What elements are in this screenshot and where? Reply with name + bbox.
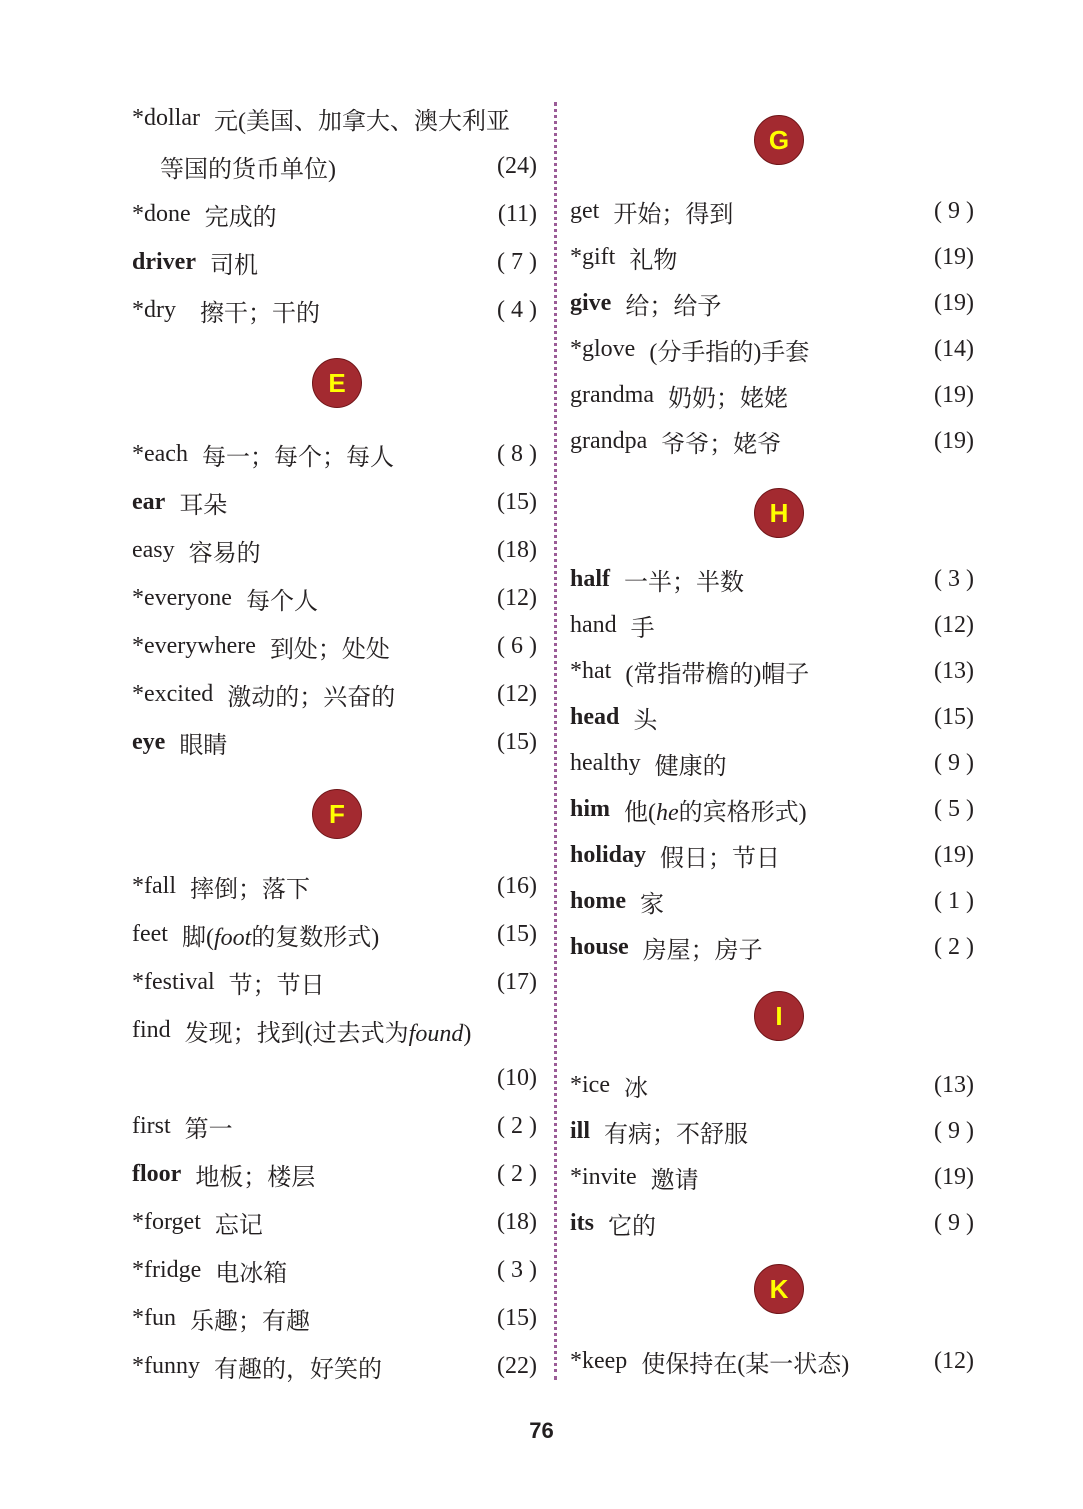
entry-word: *hat <box>570 657 612 684</box>
entry-each <box>132 434 537 474</box>
entry-fridge <box>132 1250 537 1290</box>
entry-page-ref: (19) <box>934 841 974 868</box>
entry-word: *fun <box>132 1304 176 1331</box>
section-letter-h: H <box>754 488 804 538</box>
entry-meaning: 忘记 <box>214 1212 263 1239</box>
entry-meaning: 耳朵 <box>179 492 228 519</box>
entry-meaning: 使保持在(某一状态) <box>641 1351 850 1378</box>
entry-word: find <box>132 1016 171 1043</box>
entry-meaning: 家 <box>640 891 664 918</box>
entry-home <box>570 881 974 921</box>
section-letter-e: E <box>312 358 362 408</box>
entry-meaning: 它的 <box>608 1213 656 1240</box>
entry-meaning <box>182 917 379 952</box>
entry-grandpa <box>570 421 974 461</box>
entry-meaning: 一半；半数 <box>624 569 745 596</box>
entry-grandma <box>570 375 974 415</box>
entry-word: ill <box>570 1117 591 1144</box>
entry-word: give <box>570 289 612 316</box>
entry-word: grandma <box>570 381 654 408</box>
entry-ice <box>570 1065 974 1105</box>
entry-healthy <box>570 743 974 783</box>
section-letter-g: G <box>754 115 804 165</box>
entry-word: first <box>132 1112 171 1139</box>
entry-word: half <box>570 565 611 592</box>
entry-house <box>570 927 974 967</box>
entry-word: easy <box>132 536 175 563</box>
entry-give <box>570 283 974 323</box>
entry-meaning: (分手指的)手套 <box>649 339 810 366</box>
entry-meaning: 司机 <box>209 252 258 279</box>
entry-page-ref: (19) <box>934 243 974 270</box>
meaning-part: 的复数形式) <box>251 924 380 951</box>
entry-word: *forget <box>132 1208 201 1235</box>
entry-page-ref: (18) <box>497 1208 537 1235</box>
entry-word: *everywhere <box>132 632 256 659</box>
entry-meaning: 到处；处处 <box>269 636 390 663</box>
entry-fall <box>132 866 537 906</box>
entry-word: *invite <box>570 1163 637 1190</box>
entry-page-ref: (11) <box>497 200 537 227</box>
entry-find <box>132 1010 537 1050</box>
entry-page-ref: ( 3 ) <box>497 1256 537 1283</box>
entry-meaning: 地板；楼层 <box>195 1164 316 1191</box>
entry-festival <box>132 962 537 1002</box>
entry-eye <box>132 722 537 762</box>
entry-first <box>132 1106 537 1146</box>
entry-page-ref: (19) <box>934 381 974 408</box>
entry-page-ref: ( 8 ) <box>497 440 537 467</box>
section-letter-i: I <box>754 991 804 1041</box>
section-letter-f: F <box>312 789 362 839</box>
entry-page-ref: ( 1 ) <box>934 887 974 914</box>
entry-page-ref: (19) <box>934 1163 974 1190</box>
entry-word: hand <box>570 611 617 638</box>
entry-meaning: 容易的 <box>188 540 261 567</box>
meaning-part: 他( <box>624 799 657 826</box>
entry-holiday <box>570 835 974 875</box>
entry-meaning <box>185 1013 472 1048</box>
entry-page-ref: ( 3 ) <box>934 565 974 592</box>
entry-word: *keep <box>570 1347 628 1374</box>
entry-dollar <box>132 98 537 138</box>
entry-page-ref: ( 2 ) <box>934 933 974 960</box>
entry-hand <box>570 605 974 645</box>
entry-page-ref: (12) <box>934 1347 974 1374</box>
entry-its <box>570 1203 974 1243</box>
entry-page-ref: (12) <box>497 680 537 707</box>
entry-forget <box>132 1202 537 1242</box>
entry-meaning: 激动的；兴奋的 <box>227 684 396 711</box>
entry-meaning: 房屋；房子 <box>642 937 763 964</box>
entry-floor <box>132 1154 537 1194</box>
entry-page-ref: (15) <box>497 920 537 947</box>
entry-word: eye <box>132 728 166 755</box>
entry-word: *excited <box>132 680 214 707</box>
entry-page-ref: (12) <box>497 584 537 611</box>
entry-half <box>570 559 974 599</box>
column-divider <box>554 102 557 1380</box>
entry-meaning: 电冰箱 <box>215 1260 288 1287</box>
entry-gift <box>570 237 974 277</box>
entry-meaning: 每个人 <box>245 588 318 615</box>
entry-head <box>570 697 974 737</box>
entry-hat <box>570 651 974 691</box>
entry-meaning <box>624 792 807 827</box>
entry-page-ref: (12) <box>934 611 974 638</box>
entry-meaning: 节；节日 <box>228 972 325 999</box>
entry-page-ref: (10) <box>497 1064 537 1091</box>
entry-him <box>570 789 974 829</box>
entry-page-ref: (22) <box>497 1352 537 1379</box>
entry-meaning: 等国的货币单位) <box>160 156 336 183</box>
entry-page-ref: (24) <box>497 152 537 179</box>
entry-word: *everyone <box>132 584 232 611</box>
entry-page-ref: ( 9 ) <box>934 197 974 224</box>
entry-meaning: 每一；每个；每人 <box>201 444 394 471</box>
entry-meaning: 奶奶；姥姥 <box>667 385 788 412</box>
entry-page-ref: (18) <box>497 536 537 563</box>
entry-ear <box>132 482 537 522</box>
entry-meaning: 礼物 <box>629 247 678 274</box>
entry-page-ref: (14) <box>934 335 974 362</box>
entry-word: *dollar <box>132 104 200 131</box>
entry-page-ref: (15) <box>934 703 974 730</box>
entry-everywhere <box>132 626 537 666</box>
entry-meaning: 有趣的，好笑的 <box>214 1356 382 1383</box>
entry-page-ref: (15) <box>497 1304 537 1331</box>
entry-word: *ice <box>570 1071 610 1098</box>
entry-meaning: 开始；得到 <box>613 201 734 228</box>
entry-word: floor <box>132 1160 182 1187</box>
entry-meaning: 第一 <box>184 1116 233 1143</box>
entry-meaning: 冰 <box>623 1075 648 1102</box>
entry-page-ref: ( 9 ) <box>934 749 974 776</box>
entry-word: *festival <box>132 968 215 995</box>
entry-page-ref: (15) <box>497 488 537 515</box>
entry-page-ref: ( 9 ) <box>934 1117 974 1144</box>
entry-driver <box>132 242 537 282</box>
meaning-part: ) <box>463 1020 472 1047</box>
entry-get <box>570 191 974 231</box>
entry-page-ref: ( 2 ) <box>497 1160 537 1187</box>
entry-word: house <box>570 933 629 960</box>
page-number: 76 <box>529 1418 554 1443</box>
entry-funny <box>132 1346 537 1386</box>
meaning-part: 脚( <box>181 924 214 951</box>
entry-word: feet <box>132 920 168 947</box>
entry-find-ref <box>132 1058 537 1098</box>
entry-word: *fridge <box>132 1256 202 1283</box>
meaning-part: 的宾格形式) <box>678 799 807 826</box>
entry-word: holiday <box>570 841 647 868</box>
entry-done <box>132 194 537 234</box>
entry-word: him <box>570 795 611 822</box>
entry-meaning: 元(美国、加拿大、澳大利亚 <box>213 108 510 135</box>
entry-feet <box>132 914 537 954</box>
entry-word: its <box>570 1209 594 1236</box>
entry-page-ref: ( 4 ) <box>497 296 537 323</box>
entry-word: driver <box>132 248 196 275</box>
entry-easy <box>132 530 537 570</box>
entry-everyone <box>132 578 537 618</box>
entry-meaning: 完成的 <box>204 204 277 231</box>
entry-word: *glove <box>570 335 636 362</box>
meaning-italic: he <box>656 799 679 826</box>
entry-page-ref: ( 7 ) <box>497 248 537 275</box>
entry-page-ref: ( 6 ) <box>497 632 537 659</box>
entry-fun <box>132 1298 537 1338</box>
entry-page-ref: ( 9 ) <box>934 1209 974 1236</box>
entry-meaning: 有病；不舒服 <box>604 1121 749 1148</box>
entry-meaning: 头 <box>633 707 658 734</box>
entry-excited <box>132 674 537 714</box>
entry-page-ref: (15) <box>497 728 537 755</box>
entry-word: grandpa <box>570 427 648 454</box>
entry-dry <box>132 290 537 330</box>
entry-word: *dry <box>132 296 176 323</box>
entry-meaning: 摔倒；落下 <box>189 876 310 903</box>
entry-meaning: 假日；节日 <box>660 845 781 872</box>
entry-word: *done <box>132 200 191 227</box>
entry-word: healthy <box>570 749 641 776</box>
entry-word: ear <box>132 488 166 515</box>
entry-invite <box>570 1157 974 1197</box>
entry-meaning: (常指带檐的)帽子 <box>625 661 810 688</box>
entry-page-ref: ( 5 ) <box>934 795 974 822</box>
entry-meaning: 乐趣；有趣 <box>190 1308 310 1335</box>
entry-glove <box>570 329 974 369</box>
meaning-part: 发现；找到(过去式为 <box>184 1020 409 1047</box>
entry-meaning: 给；给予 <box>625 293 722 320</box>
entry-page-ref: (17) <box>497 968 537 995</box>
entry-page-ref: (16) <box>497 872 537 899</box>
entry-word: *fall <box>132 872 176 899</box>
entry-page-ref: (19) <box>934 289 974 316</box>
entry-dollar-cont <box>160 146 537 186</box>
meaning-italic: foot <box>213 924 252 951</box>
section-letter-k: K <box>754 1264 804 1314</box>
entry-word: *gift <box>570 243 616 270</box>
entry-meaning: 爷爷；姥爷 <box>661 431 782 458</box>
meaning-italic: found <box>408 1020 464 1047</box>
entry-word: get <box>570 197 600 224</box>
entry-page-ref: (13) <box>934 657 974 684</box>
entry-ill <box>570 1111 974 1151</box>
entry-meaning: 邀请 <box>650 1167 699 1194</box>
entry-word: head <box>570 703 620 730</box>
entry-meaning: 手 <box>630 615 655 642</box>
entry-meaning: 眼睛 <box>179 732 228 759</box>
entry-page-ref: (13) <box>934 1071 974 1098</box>
entry-word: *each <box>132 440 188 467</box>
entry-keep <box>570 1341 974 1381</box>
entry-word: *funny <box>132 1352 200 1379</box>
entry-meaning: 健康的 <box>654 753 727 780</box>
entry-word: home <box>570 887 626 914</box>
entry-page-ref: ( 2 ) <box>497 1112 537 1139</box>
entry-meaning: 擦干；干的 <box>200 300 320 327</box>
entry-page-ref: (19) <box>934 427 974 454</box>
